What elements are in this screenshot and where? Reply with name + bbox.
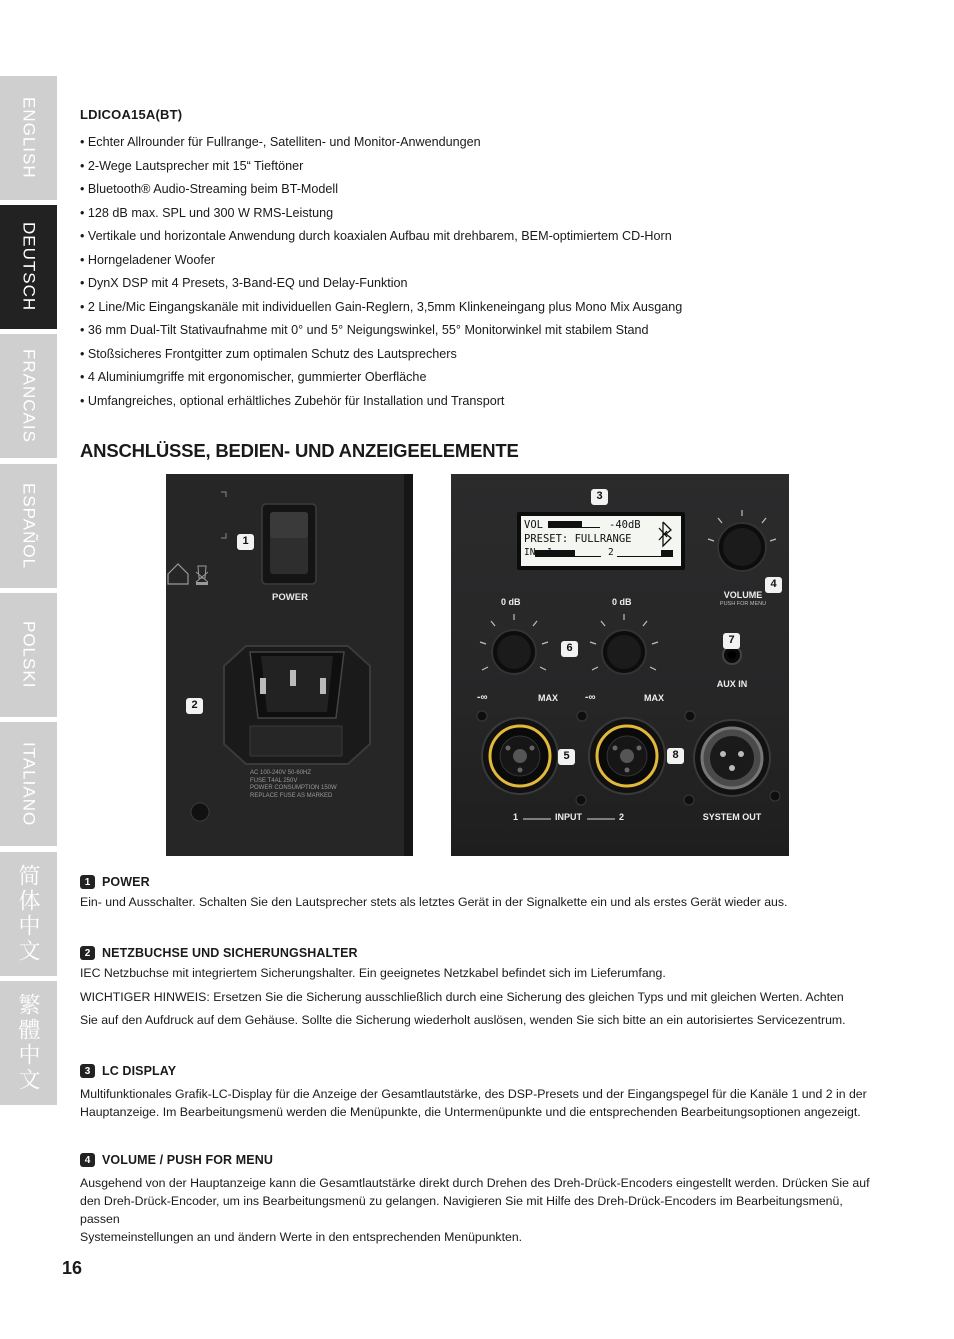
- lang-tab-polski[interactable]: POLSKI: [0, 593, 57, 717]
- item-lc-display: [80, 1062, 880, 1121]
- lang-tab-espanol[interactable]: ESPAÑOL: [0, 464, 57, 588]
- item-number-badge: 4: [80, 1153, 95, 1167]
- section-title: ANSCHLÜSSE, BEDIEN- UND ANZEIGEELEMENTE: [80, 440, 519, 461]
- input-label: INPUT: [555, 812, 582, 822]
- aux-in-label: AUX IN: [716, 679, 748, 689]
- callout-7: 7: [728, 634, 735, 646]
- screw-icon: [191, 803, 209, 821]
- item-text: Ausgehend von der Hauptanzeige kann die Gesamtlautstärke direkt durch Drehen des Dreh-Drück-Encoders eingestellt werden. Drücken Sie auf: [80, 1176, 870, 1190]
- callout-6: 6: [566, 642, 573, 654]
- gain-2-min-label: -∞: [585, 692, 596, 703]
- item-text: Sie auf den Aufdruck auf dem Gehäuse. Sollte die Sicherung wiederholt auslösen, wenden Sie sich bitte an ein autorisiertes Servicezentrum.: [80, 1013, 846, 1027]
- page-number: 16: [62, 1258, 83, 1278]
- system-out-label: SYSTEM OUT: [702, 812, 762, 822]
- callout-1: 1: [242, 535, 249, 547]
- callout-8: 8: [672, 749, 679, 761]
- item-text: Multifunktionales Grafik-LC-Display für die Anzeige der Gesamtlautstärke, des DSP-Presets und der Eingangspegel für die Kanäle 1 und 2 in der: [80, 1087, 867, 1101]
- lang-tab-italiano[interactable]: ITALIANO: [0, 722, 57, 846]
- gain-1-min-label: -∞: [477, 692, 488, 703]
- rear-panel-power-photo: [166, 474, 413, 856]
- lang-tab-simplified-chinese[interactable]: 简体中文: [0, 852, 57, 976]
- lcd-vol-value: -40dB: [609, 519, 641, 531]
- item-number-badge: 1: [80, 875, 95, 889]
- feature-item: • Stoßsicheres Frontgitter zum optimalen Schutz des Lautsprechers: [80, 346, 457, 361]
- input-2-label: 2: [619, 812, 625, 822]
- feature-item: • 36 mm Dual-Tilt Stativaufnahme mit 0° und 5° Neigungswinkel, 55° Monitorwinkel mit stabilem Stand: [80, 323, 649, 337]
- callout-3: 3: [596, 490, 603, 502]
- item-text: IEC Netzbuchse mit integriertem Sicherungshalter. Ein geeignetes Netzkabel befindet sich im Lieferumfang.: [80, 966, 666, 980]
- system-out-xlr-jack: [694, 720, 770, 796]
- gain-knob-2: [602, 630, 646, 674]
- item-power: [80, 873, 880, 915]
- volume-knob: [714, 519, 770, 575]
- lcd-vol-label: VOL: [524, 519, 543, 531]
- item-number-badge: 2: [80, 946, 95, 960]
- feature-item: • Horngeladener Woofer: [80, 252, 216, 267]
- volume-label: VOLUME: [723, 590, 763, 600]
- item-text: Hauptanzeige. Im Bearbeitungsmenü werden die Menüpunkte, die Untermenüpunkte und die entsprechenden Bearbeitungsoptionen angezeigt.: [80, 1105, 861, 1119]
- item-title: POWER: [102, 875, 150, 889]
- gain-knob-1: [492, 630, 536, 674]
- power-label: POWER: [272, 592, 308, 603]
- fuse-drawer: [250, 726, 342, 756]
- feature-item: • Vertikale und horizontale Anwendung durch koaxialen Aufbau mit drehbarem, BEM-optimiertem CD-Horn: [80, 229, 672, 243]
- gain-1-top-label: 0 dB: [501, 597, 521, 607]
- feature-list: [80, 131, 682, 413]
- screw-icon: [477, 711, 487, 721]
- item-power-socket: [80, 944, 880, 1033]
- input-2-combo-jack: [589, 718, 665, 794]
- item-text: Ein- und Ausschalter. Schalten Sie den Lautsprecher stets als letztes Gerät in der Signalkette ein und als erstes Gerät wieder aus.: [80, 895, 788, 909]
- lcd-preset: PRESET: FULLRANGE: [524, 533, 632, 545]
- product-title: LDICOA15A(BT): [80, 107, 183, 122]
- lcd-input-1: IN: 1: [524, 547, 553, 558]
- lang-tab-francais[interactable]: FRANCAIS: [0, 334, 57, 458]
- feature-item: • 4 Aluminiumgriffe mit ergonomischer, gummierter Oberfläche: [80, 370, 427, 384]
- gain-2-top-label: 0 dB: [612, 597, 632, 607]
- callout-5: 5: [563, 750, 570, 762]
- input-1-combo-jack: [482, 718, 558, 794]
- callout-4: 4: [770, 578, 777, 590]
- item-volume: [80, 1151, 880, 1246]
- item-number-badge: 3: [80, 1064, 95, 1078]
- lang-tab-traditional-chinese[interactable]: 繁體中文: [0, 981, 57, 1105]
- gain-2-max-label: MAX: [644, 693, 664, 703]
- callout-2: 2: [191, 699, 198, 711]
- feature-item: • DynX DSP mit 4 Presets, 3-Band-EQ und Delay-Funktion: [80, 276, 408, 290]
- feature-item: • 2-Wege Lautsprecher mit 15“ Tieftöner: [80, 158, 304, 173]
- feature-item: • Umfangreiches, optional erhältliches Zubehör für Installation und Transport: [80, 393, 505, 408]
- input-1-label: 1: [513, 812, 519, 822]
- lcd-input-2: 2: [608, 547, 614, 558]
- lang-tab-english[interactable]: ENGLISH: [0, 76, 57, 200]
- rear-panel-controls-photo: [451, 474, 789, 856]
- volume-sub-label: PUSH FOR MENU: [719, 601, 767, 607]
- item-text: Systemeinstellungen an und ändern Werte in den entsprechenden Menüpunkten.: [80, 1230, 523, 1244]
- feature-item: • Bluetooth® Audio-Streaming beim BT-Modell: [80, 182, 338, 196]
- feature-item: • Echter Allrounder für Fullrange-, Satelliten- und Monitor-Anwendungen: [80, 135, 481, 149]
- item-title: LC DISPLAY: [102, 1064, 177, 1078]
- item-title: VOLUME / PUSH FOR MENU: [102, 1153, 273, 1167]
- rear-panel-controls-drawing: [451, 474, 789, 856]
- gain-1-max-label: MAX: [538, 693, 558, 703]
- feature-item: • 2 Line/Mic Eingangskanäle mit individuellen Gain-Reglern, 3,5mm Klinkeneingang plus Mono Mix Ausgang: [80, 299, 683, 314]
- fuse-rating-text: AC 100-240V 50-60HZ FUSE T4AL 250V POWER CONSUMPTION 150W REPLACE FUSE AS MARKED: [250, 770, 337, 799]
- item-text: WICHTIGER HINWEIS: Ersetzen Sie die Sicherung ausschließlich durch eine Sicherung des gleichen Typs und mit gleichen Werten. Achten: [80, 989, 844, 1004]
- feature-item: • 128 dB max. SPL und 300 W RMS-Leistung: [80, 205, 334, 220]
- item-title: NETZBUCHSE UND SICHERUNGSHALTER: [102, 946, 358, 960]
- lang-tab-deutsch[interactable]: DEUTSCH: [0, 205, 57, 329]
- item-text: den Dreh-Drück-Encoder, um ins Bearbeitungsmenü zu gelangen. Navigieren Sie mit Hilfe des Dreh-Drück-Encoders im Bearbeitungsmenü, passen: [80, 1194, 843, 1226]
